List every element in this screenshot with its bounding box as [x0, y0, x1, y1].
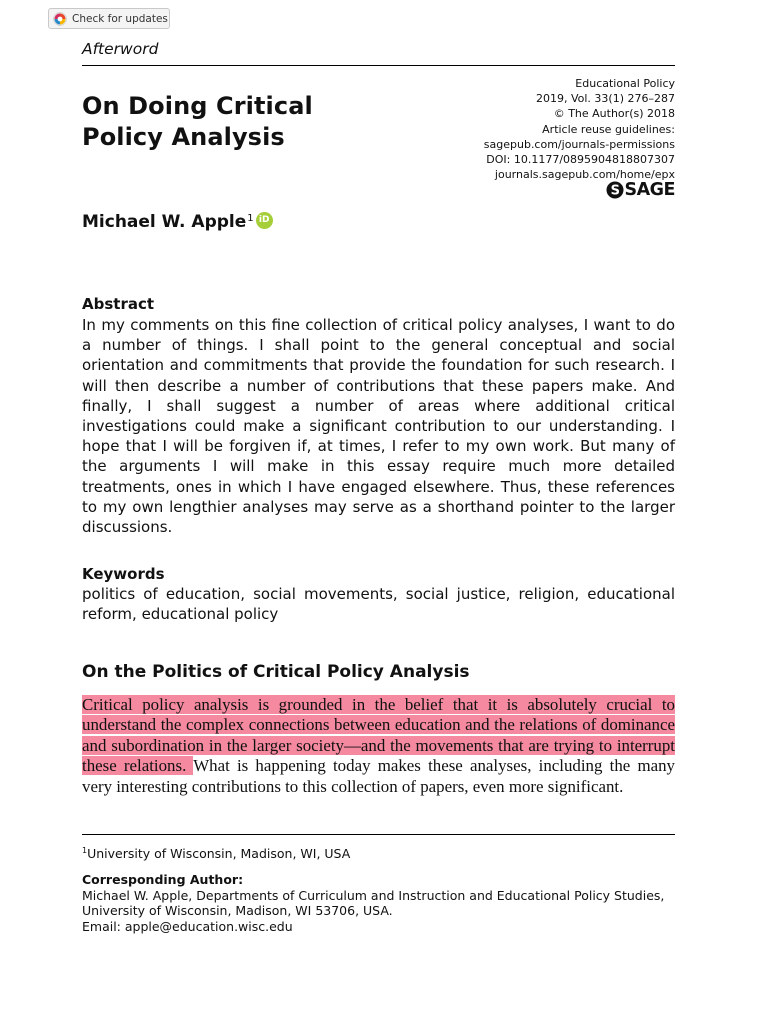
body-paragraph	[82, 695, 675, 797]
journal-name: Educational Policy	[575, 77, 675, 90]
check-for-updates-label: Check for updates	[72, 12, 168, 25]
section-heading: On the Politics of Critical Policy Analysis	[82, 662, 470, 682]
keywords-text: politics of education, social movements, social justice, religion, educational reform, educational policy	[82, 585, 675, 624]
header-divider	[82, 65, 675, 66]
journal-link[interactable]: journals.sagepub.com/home/epx	[494, 168, 675, 182]
corresponding-line-2: University of Wisconsin, Madison, WI 53706, USA.	[82, 903, 393, 918]
paragraph-rest: What is happening today makes these analyses, including the many very interesting contributions to this collection of papers, even more significant.	[82, 756, 675, 796]
author-line	[82, 212, 273, 232]
reuse-link[interactable]: sagepub.com/journals-permissions	[483, 137, 675, 151]
publisher-logo	[606, 180, 675, 200]
corresponding-line-1: Michael W. Apple, Departments of Curriculum and Instruction and Educational Policy Studies,	[82, 887, 665, 903]
journal-meta	[484, 76, 675, 182]
corresponding-email[interactable]: Email: apple@education.wisc.edu	[82, 918, 293, 934]
highlighted-text[interactable]: Critical policy analysis is grounded in the belief that it is absolutely crucial to understand the complex connections between education and the relations of dominance and subordination in the larger society—and the movements that are trying to interrupt these relations.	[82, 695, 675, 776]
title-line-1: On Doing Critical	[82, 92, 313, 120]
doi-link[interactable]: DOI: 10.1177/0895904818807307	[486, 153, 675, 167]
footnote-divider	[82, 834, 675, 835]
publisher-name: SAGE	[624, 180, 675, 200]
title-line-2: Policy Analysis	[82, 123, 285, 151]
check-for-updates-icon	[53, 12, 67, 26]
affiliation-text: University of Wisconsin, Madison, WI, USA	[87, 846, 351, 861]
check-for-updates-button[interactable]	[48, 8, 170, 29]
article-title	[82, 91, 382, 153]
reuse-label: Article reuse guidelines:	[542, 122, 675, 136]
section-label: Afterword	[82, 40, 159, 58]
abstract-text: In my comments on this fine collection of critical policy analyses, I want to do a number of things. I shall point to the general conceptual and social orientation and commitments that provide the foundation for such research. I will then describe a number of contributions that these papers make. And finally, I shall suggest a number of areas where additional critical investigations could make a significant contribution to our understanding. I hope that I will be forgiven if, at times, I refer to my own work. But many of the arguments I will make in this essay require much more detailed treatments, ones in which I have engaged elsewhere. Thus, these references to my own lengthier analyses may serve as a shorthand pointer to the larger discussions.	[82, 316, 675, 537]
corresponding-author	[82, 872, 682, 934]
affiliation-footnote	[82, 846, 350, 861]
affiliation-mark: 1	[82, 846, 88, 855]
sage-logo-icon	[606, 181, 624, 199]
abstract-heading: Abstract	[82, 295, 155, 313]
orcid-icon[interactable]: iD	[256, 212, 273, 229]
journal-volume: 2019, Vol. 33(1) 276–287	[535, 92, 675, 106]
author-affiliation-mark: 1	[247, 213, 254, 224]
copyright: © The Author(s) 2018	[553, 107, 675, 121]
keywords-heading: Keywords	[82, 565, 165, 583]
corresponding-label: Corresponding Author:	[82, 872, 244, 887]
svg-text:S: S	[610, 183, 619, 199]
author-name: Michael W. Apple	[82, 212, 247, 232]
